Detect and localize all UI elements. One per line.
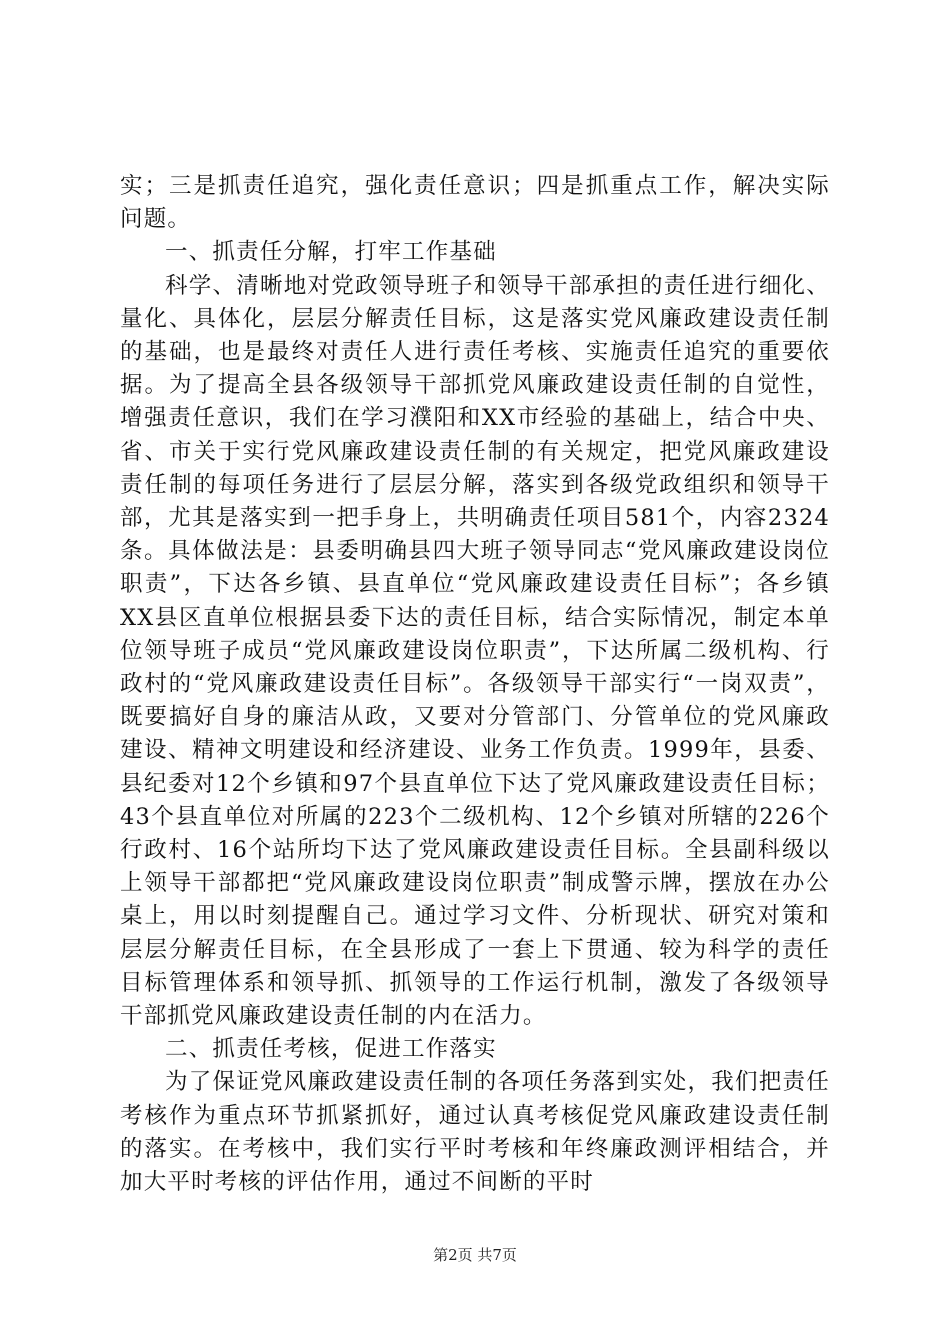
paragraph-continuation: 实；三是抓责任追究，强化责任意识；四是抓重点工作，解决实际问题。	[120, 173, 830, 233]
paragraph-section-2: 为了保证党风廉政建设责任制的各项任务落到实处，我们把责任考核作为重点环节抓紧抓好，通过认真考核促党风廉政建设责任制的落实。在考核中，我们实行平时考核和年终廉政测评相结合，并加大平时考核的评估作用，通过不间断的平时	[120, 1069, 830, 1196]
section-heading-2: 二、抓责任考核，促进工作落实	[165, 1036, 497, 1063]
document-body	[120, 170, 830, 1199]
section-heading-1: 一、抓责任分解，打牢工作基础	[165, 239, 497, 266]
page-footer: 第2页 共7页	[433, 1246, 517, 1264]
paragraph-section-1: 科学、清晰地对党政领导班子和领导干部承担的责任进行细化、量化、具体化，层层分解责任目标，这是落实党风廉政建设责任制的基础，也是最终对责任人进行责任考核、实施责任追究的重要依据。为了提高全县各级领导干部抓党风廉政建设责任制的自觉性，增强责任意识，我们在学习濮阳和XX市经验的基础上，结合中央、省、市关于实行党风廉政建设责任制的有关规定，把党风廉政建设责任制的每项任务进行了层层分解，落实到各级党政组织和领导干部，尤其是落实到一把手身上，共明确责任项目581个，内容2324条。具体做法是：县委明确县四大班子领导同志“党风廉政建设岗位职责”，下达各乡镇、县直单位“党风廉政建设责任目标”；各乡镇XX县区直单位根据县委下达的责任目标，结合实际情况，制定本单位领导班子成员“党风廉政建设岗位职责”，下达所属二级机构、行政村的“党风廉政建设责任目标”。各级领导干部实行“一岗双责”，既要搞好自身的廉洁从政，又要对分管部门、分管单位的党风廉政建设、精神文明建设和经济建设、业务工作负责。1999年，县委、县纪委对12个乡镇和97个县直单位下达了党风廉政建设责任目标；43个县直单位对所属的223个二级机构、12个乡镇对所辖的226个行政村、16个站所均下达了党风廉政建设责任目标。全县副科级以上领导干部都把“党风廉政建设岗位职责”制成警示牌，摆放在办公桌上，用以时刻提醒自己。通过学习文件、分析现状、研究对策和层层分解责任目标，在全县形成了一套上下贯通、较为科学的责任目标管理体系和领导抓、抓领导的工作运行机制，激发了各级领导干部抓党风廉政建设责任制的内在活力。	[120, 272, 830, 1030]
